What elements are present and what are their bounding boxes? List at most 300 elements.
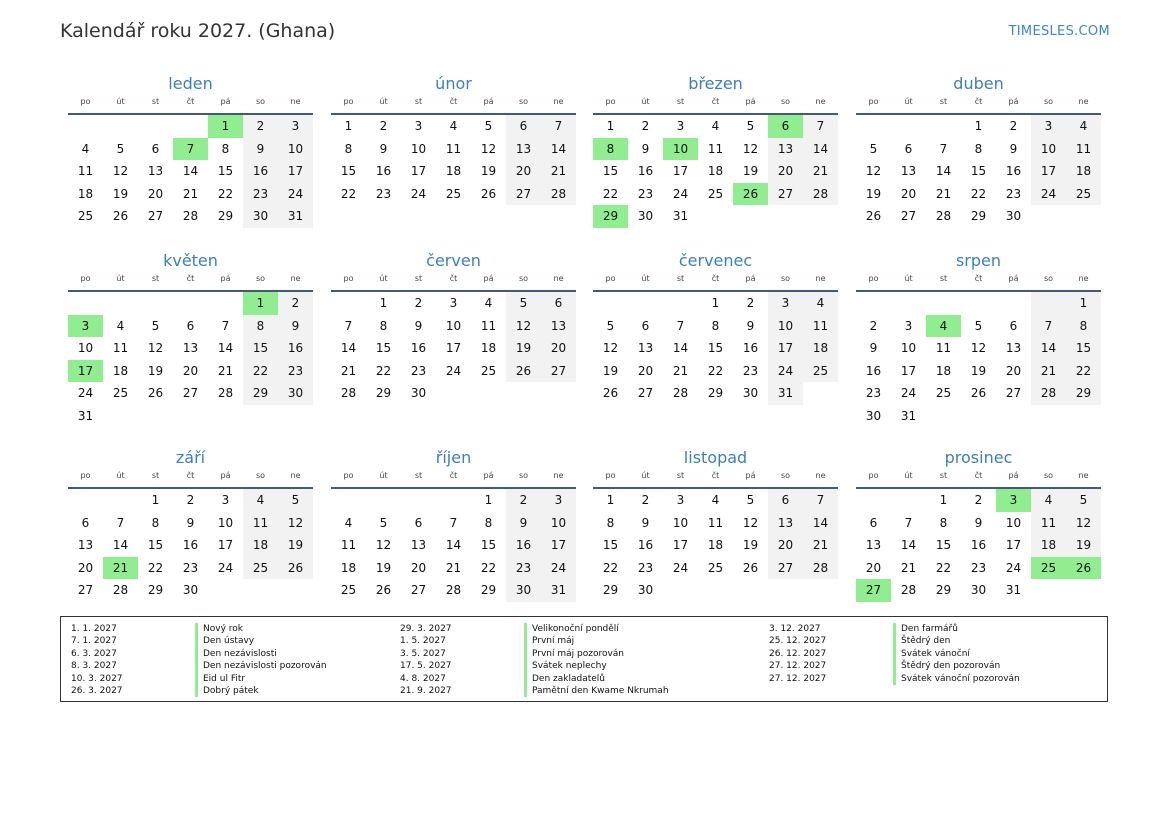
weekday-label: čt [711,471,720,480]
day-cell: 6 [81,515,90,530]
weekday-label: ne [290,274,301,283]
weekday-label: st [676,97,685,106]
month-name: březen [688,74,743,93]
day-cell: 25 [935,386,952,400]
month-name: červen [426,251,481,270]
day-cell: 29 [375,386,392,400]
day-cell: 20 [182,363,199,378]
weekday-label: čt [186,471,195,480]
day-cell: 29 [480,583,497,597]
day-cell: 19 [742,538,759,552]
day-cell: 11 [1066,138,1101,161]
day-cell: 25 [340,583,357,597]
day-cell: 11 [707,141,724,156]
day-cell: 26 [278,557,313,580]
day-cell: 27 [410,583,427,597]
day-cell: 24 [900,386,917,400]
weekday-label: po [605,97,616,106]
month-11 [593,447,838,602]
holiday-day: 1 [243,292,278,315]
holiday-name: Svátek vánoční [893,648,1111,660]
legend-row [400,673,762,685]
page-title: Kalendář roku 2027. (Ghana) [60,20,336,42]
day-cell: 16 [637,164,654,178]
day-cell: 14 [340,341,357,355]
day-cell: 20 [506,160,541,183]
day-cell: 19 [278,534,313,557]
day-cell: 4 [711,119,720,133]
legend-row [400,685,762,697]
day-cell: 18 [1066,160,1101,183]
day-cell: 18 [480,341,497,355]
day-cell: 22 [375,363,392,378]
weekday-label: st [939,471,948,480]
holiday-name: Štědrý den pozorován [893,660,1111,672]
day-cell: 31 [900,408,917,423]
empty-cell [103,115,138,138]
day-cell: 29 [1066,382,1101,405]
legend-row [769,648,1111,660]
day-cell: 25 [707,560,724,575]
day-cell: 16 [243,160,278,183]
weekday-header [593,469,838,489]
month-name: duben [953,74,1004,93]
day-cell: 24 [672,186,689,201]
day-cell: 4 [449,119,458,133]
day-cell: 24 [77,386,94,400]
weekday-label: po [343,274,354,283]
weekday-label: čt [974,471,983,480]
day-cell: 5 [869,141,878,156]
day-cell: 1 [974,119,983,133]
day-cell: 28 [445,583,462,597]
day-cell: 12 [506,315,541,338]
holiday-legend [60,616,1108,702]
day-cell: 23 [278,360,313,383]
day-cell: 23 [970,560,987,575]
day-cell: 27 [1005,386,1022,400]
holiday-day: 26 [1066,557,1101,580]
holiday-name: Den ústavy [195,635,403,647]
holiday-date: 27. 12. 2027 [769,673,827,684]
day-cell: 15 [1066,337,1101,360]
day-cell: 24 [410,186,427,201]
weekday-label: pá [745,97,756,106]
day-cell: 15 [147,538,164,552]
weekday-header [68,469,313,489]
holiday-day: 7 [173,138,208,161]
day-cell: 13 [147,164,164,178]
day-cell: 9 [1009,141,1018,156]
holiday-name: Den nezávislosti [195,648,403,660]
holiday-date: 21. 9. 2027 [400,685,452,696]
day-cell: 23 [637,186,654,201]
day-cell: 15 [480,538,497,552]
weekday-label: po [868,97,879,106]
day-cell: 31 [768,382,803,405]
holiday-date: 1. 5. 2027 [400,636,446,647]
weekday-label: út [116,97,125,106]
day-cell: 22 [147,560,164,575]
day-cell: 7 [221,318,230,333]
day-cell: 11 [480,318,497,333]
day-cell: 30 [637,209,654,223]
empty-cell [996,292,1031,315]
day-cell: 3 [768,292,803,315]
weekday-label: so [518,471,529,480]
day-cell: 14 [445,538,462,552]
holiday-day: 21 [103,557,138,580]
day-cell: 17 [410,164,427,178]
weekday-label: so [255,274,266,283]
day-cell: 5 [1066,489,1101,512]
weekday-label: st [151,471,160,480]
day-cell: 15 [602,164,619,178]
day-cell: 16 [182,538,199,552]
month-1 [68,73,313,228]
month-2 [331,73,576,205]
day-cell: 2 [414,296,423,310]
day-cell: 21 [803,160,838,183]
day-cell: 7 [904,515,913,530]
day-cell: 16 [1005,164,1022,178]
day-cell: 17 [672,538,689,552]
holiday-date: 8. 3. 2027 [71,661,117,672]
weekday-label: pá [745,471,756,480]
holiday-day: 8 [593,138,628,161]
day-cell: 17 [900,363,917,378]
day-cell: 27 [506,183,541,206]
day-cell: 23 [1005,186,1022,201]
day-cell: 13 [541,315,576,338]
day-grid [856,292,1101,427]
day-cell: 1 [606,493,615,507]
day-cell: 27 [147,209,164,223]
holiday-day: 10 [663,138,698,161]
day-grid [68,292,313,427]
day-cell: 18 [340,560,357,575]
day-cell: 12 [278,512,313,535]
weekday-label: st [939,97,948,106]
day-cell: 20 [410,560,427,575]
day-cell: 4 [116,318,125,333]
month-name: listopad [683,448,748,467]
month-10 [331,447,576,602]
legend-row [71,648,403,660]
day-cell: 18 [243,534,278,557]
day-cell: 15 [243,337,278,360]
day-cell: 14 [900,538,917,552]
weekday-label: so [255,471,266,480]
holiday-date: 17. 5. 2027 [400,661,452,672]
day-cell: 10 [541,512,576,535]
day-cell: 10 [77,341,94,355]
empty-cell [593,292,628,315]
day-cell: 13 [182,341,199,355]
day-cell: 19 [375,560,392,575]
day-cell: 19 [480,164,497,178]
day-grid [331,115,576,205]
day-cell: 6 [1009,318,1018,333]
day-cell: 20 [541,337,576,360]
day-cell: 20 [900,186,917,201]
month-5 [68,250,313,427]
holiday-name: První máj pozorován [524,648,762,660]
day-cell: 20 [768,534,803,557]
day-cell: 23 [410,363,427,378]
day-cell: 18 [707,538,724,552]
day-cell: 29 [217,209,234,223]
day-cell: 9 [379,141,388,156]
weekday-label: po [605,274,616,283]
month-3 [593,73,838,228]
day-cell: 23 [243,183,278,206]
day-cell: 28 [803,183,838,206]
day-cell: 19 [1066,534,1101,557]
day-cell: 12 [742,141,759,156]
day-cell: 17 [217,538,234,552]
holiday-date: 4. 8. 2027 [400,673,446,684]
empty-cell [926,115,961,138]
legend-row [769,623,1111,635]
empty-cell [436,489,471,512]
weekday-label: ne [553,274,564,283]
day-cell: 26 [112,209,129,223]
day-cell: 31 [77,408,94,423]
day-cell: 23 [865,386,882,400]
day-cell: 30 [742,386,759,400]
day-cell: 12 [970,341,987,355]
day-cell: 14 [672,341,689,355]
holiday-name: Den nezávislosti pozorován [195,660,403,672]
day-cell: 10 [768,315,803,338]
legend-row [71,660,403,672]
day-cell: 25 [707,186,724,201]
day-cell: 31 [1005,583,1022,597]
day-cell: 28 [803,557,838,580]
empty-cell [331,489,366,512]
holiday-day: 4 [926,315,961,338]
day-cell: 7 [676,318,685,333]
day-cell: 11 [112,341,129,355]
day-cell: 22 [602,186,619,201]
day-cell: 15 [340,164,357,178]
day-cell: 18 [445,164,462,178]
weekday-label: ne [1078,471,1089,480]
day-cell: 13 [410,538,427,552]
day-cell: 23 [637,560,654,575]
day-cell: 12 [480,141,497,156]
weekday-label: st [414,471,423,480]
day-cell: 14 [112,538,129,552]
day-cell: 26 [147,386,164,400]
day-cell: 13 [77,538,94,552]
day-cell: 21 [445,560,462,575]
day-cell: 10 [278,138,313,161]
weekday-label: so [255,97,266,106]
day-cell: 6 [506,115,541,138]
day-cell: 10 [1005,515,1022,530]
day-cell: 2 [243,115,278,138]
weekday-label: út [116,471,125,480]
day-cell: 4 [803,292,838,315]
day-cell: 25 [243,557,278,580]
day-cell: 27 [77,583,94,597]
weekday-label: út [379,274,388,283]
holiday-day: 3 [68,315,103,338]
day-cell: 26 [742,560,759,575]
empty-cell [628,292,663,315]
day-cell: 24 [1031,183,1066,206]
weekday-label: pá [220,274,231,283]
weekday-label: st [676,274,685,283]
empty-cell [138,115,173,138]
weekday-label: pá [483,97,494,106]
weekday-label: so [1043,471,1054,480]
day-cell: 26 [506,360,541,383]
day-cell: 15 [375,341,392,355]
day-cell: 13 [865,538,882,552]
day-cell: 8 [379,318,388,333]
day-cell: 25 [77,209,94,223]
weekday-label: po [868,274,879,283]
day-cell: 3 [676,493,685,507]
day-cell: 1 [606,119,615,133]
day-grid [593,115,838,228]
day-cell: 15 [970,164,987,178]
day-cell: 11 [803,315,838,338]
day-cell: 13 [768,512,803,535]
day-cell: 5 [746,119,755,133]
weekday-label: ne [815,471,826,480]
day-cell: 16 [865,363,882,378]
weekday-label: ne [815,97,826,106]
day-cell: 16 [278,337,313,360]
day-cell: 27 [182,386,199,400]
day-cell: 26 [480,186,497,201]
weekday-label: pá [1008,274,1019,283]
month-12 [856,447,1101,602]
weekday-label: po [80,471,91,480]
day-cell: 7 [939,141,948,156]
weekday-label: ne [1078,97,1089,106]
weekday-label: čt [711,274,720,283]
day-cell: 8 [1066,315,1101,338]
weekday-label: ne [290,97,301,106]
empty-cell [68,292,103,315]
day-cell: 14 [1031,337,1066,360]
day-cell: 29 [935,583,952,597]
weekday-header [68,95,313,115]
day-cell: 19 [865,186,882,201]
month-name: únor [435,74,472,93]
weekday-label: po [605,471,616,480]
day-cell: 11 [935,341,952,355]
day-cell: 24 [672,560,689,575]
day-cell: 4 [344,515,353,530]
day-cell: 22 [1066,360,1101,383]
day-cell: 17 [1031,160,1066,183]
empty-cell [856,489,891,512]
day-cell: 18 [112,363,129,378]
weekday-label: út [116,274,125,283]
day-cell: 16 [410,341,427,355]
day-cell: 15 [217,164,234,178]
day-cell: 4 [711,493,720,507]
holiday-name: Eid ul Fitr [195,673,403,685]
holiday-date: 7. 1. 2027 [71,636,117,647]
weekday-label: út [379,97,388,106]
day-cell: 13 [637,341,654,355]
holiday-date: 26. 12. 2027 [769,648,827,659]
holiday-day: 6 [768,115,803,138]
day-cell: 25 [112,386,129,400]
holiday-day: 1 [208,115,243,138]
holiday-name: Štědrý den [893,635,1111,647]
day-cell: 28 [900,583,917,597]
day-grid [856,489,1101,602]
month-name: září [175,448,206,467]
weekday-label: po [80,274,91,283]
day-cell: 12 [742,515,759,530]
empty-cell [891,489,926,512]
holiday-name: Svátek vánoční pozorován [893,673,1111,685]
brand-link[interactable]: TIMESLES.COM [1008,24,1110,39]
weekday-label: ne [553,97,564,106]
day-cell: 29 [707,386,724,400]
day-cell: 9 [746,318,755,333]
holiday-name: Velikonoční pondělí [524,623,762,635]
legend-row [769,660,1111,672]
day-cell: 3 [221,493,230,507]
day-cell: 9 [506,512,541,535]
day-cell: 28 [1031,382,1066,405]
day-cell: 6 [541,292,576,315]
day-cell: 23 [506,557,541,580]
holiday-name: Dobrý pátek [195,685,403,697]
day-cell: 6 [641,318,650,333]
day-cell: 30 [637,583,654,597]
weekday-label: pá [745,274,756,283]
day-cell: 20 [1005,363,1022,378]
weekday-header [593,272,838,292]
day-cell: 16 [637,538,654,552]
holiday-date: 25. 12. 2027 [769,636,827,647]
day-cell: 16 [742,341,759,355]
day-cell: 11 [77,164,94,178]
day-cell: 3 [414,119,423,133]
day-cell: 22 [243,360,278,383]
day-cell: 26 [602,386,619,400]
day-cell: 27 [637,386,654,400]
day-cell: 10 [1031,138,1066,161]
day-cell: 9 [869,341,878,355]
holiday-name: Den zakladatelů [524,673,762,685]
day-cell: 6 [414,515,423,530]
weekday-label: so [1043,274,1054,283]
day-cell: 19 [742,164,759,178]
holiday-name: Pamětní den Kwame Nkrumah [524,685,762,697]
weekday-label: st [151,274,160,283]
day-cell: 22 [480,560,497,575]
day-cell: 20 [865,560,882,575]
day-cell: 5 [379,515,388,530]
weekday-label: čt [711,97,720,106]
day-cell: 15 [935,538,952,552]
day-cell: 6 [869,515,878,530]
weekday-header [331,272,576,292]
weekday-label: pá [1008,97,1019,106]
